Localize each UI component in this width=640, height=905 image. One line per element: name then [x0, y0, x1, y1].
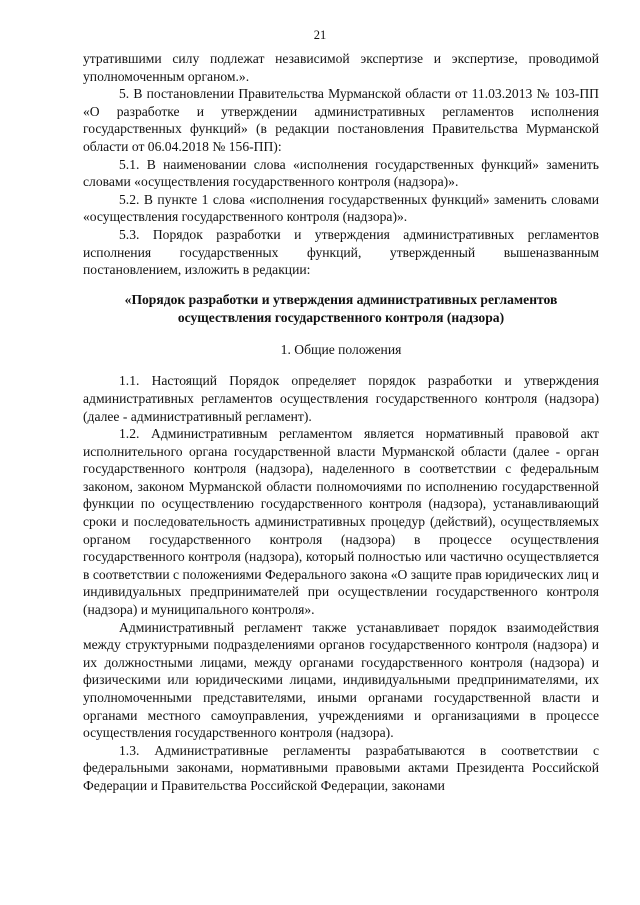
paragraph-item-5-1: 5.1. В наименовании слова «исполнения государственных функций» заменить словами «осуществления государственного контроля (надзора)». [83, 156, 599, 190]
paragraph-item-5-2: 5.2. В пункте 1 слова «исполнения государственных функций» заменить словами «осуществления государственного контроля (надзора)». [83, 191, 599, 225]
paragraph-item-5-3: 5.3. Порядок разработки и утверждения административных регламентов исполнения государственных функций, утвержденный вышеназванным постановлением, изложить в редакции: [83, 226, 599, 278]
page-number: 21 [313, 28, 327, 42]
paragraph-1-2: 1.2. Административным регламентом является нормативный правовой акт исполнительного органа государственной власти Мурманской области (далее - орган государственного контроля (надзора), наделенного в соответствии с федеральным законом, законом Мурманской области полномочиями по исполнению государственной функции по осуществлению государственного контроля (надзора), устанавливающий сроки и последовательность административных процедур (действий), осуществляемых органом государственного контроля (надзора) в процессе осуществления государственного контроля (надзора), который полностью или частично осуществляется в соответствии с положениями Федерального закона «О защите прав юридических лиц и индивидуальных предпринимателей при осуществлении государственного контроля (надзора) и муниципального контроля». [83, 426, 599, 618]
paragraph-1-1: 1.1. Настоящий Порядок определяет порядок разработки и утверждения административных регламентов осуществления государственного контроля (надзора) (далее - административный регламент). [83, 373, 599, 424]
paragraph-1-3: 1.3. Административные регламенты разрабатываются в соответствии с федеральными законами, нормативными правовыми актами Президента Российской Федерации и Правительства Российской Федерации, законами [83, 742, 599, 793]
document-body [83, 50, 599, 795]
paragraph-1-2-continued: Административный регламент также устанавливает порядок взаимодействия между структурными подразделениями органов государственного контроля (надзора) и их должностными лицами, между органами государственного контроля (надзора) и физическими или юридическими лицами, индивидуальными предпринимателями, их уполномоченными представителями, иными органами государственной власти и органами местного самоуправления, учреждениями и организациями в процессе осуществления государственного контроля (надзора). [83, 619, 599, 741]
paragraph-item-5: 5. В постановлении Правительства Мурманской области от 11.03.2013 № 103-ПП «О разработке и утверждении административных регламентов исполнения государственных функций» (в редакции постановления Правительства Мурманской области от 06.04.2018 № 156-ПП): [83, 86, 599, 154]
section-title: 1. Общие положения [280, 341, 402, 357]
document-heading: «Порядок разработки и утверждения административных регламентов осуществления государственного контроля (надзора) [124, 291, 558, 325]
paragraph-continuation: утратившими силу подлежат независимой экспертизе и экспертизе, проводимой уполномоченным органом.». [83, 51, 599, 84]
